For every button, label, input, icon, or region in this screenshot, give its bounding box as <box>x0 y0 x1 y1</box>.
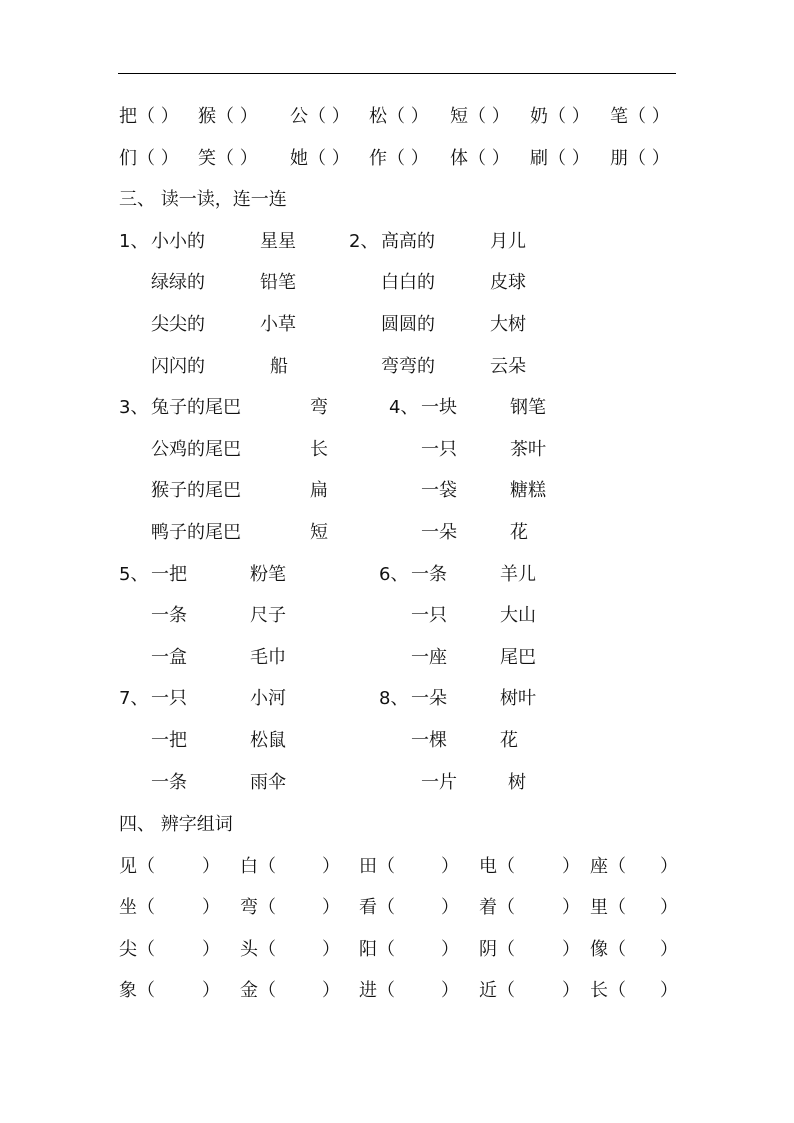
match-right: 粉笔 <box>250 564 286 585</box>
match-right: 短 <box>310 522 328 543</box>
match-left: 弯弯的 <box>381 356 435 377</box>
word-blank-close: ） <box>322 856 340 877</box>
word-blank: 像（ <box>590 939 626 960</box>
match-left: 闪闪的 <box>151 356 205 377</box>
word-blank: 见（ <box>119 856 155 877</box>
word-blank: 坐（ <box>119 897 155 918</box>
match-left: 一条 <box>151 605 187 626</box>
word-blank: 田（ <box>359 856 395 877</box>
word-blank-close: ） <box>322 939 340 960</box>
match-left: 小小的 <box>151 231 205 252</box>
word-blank-close: ） <box>441 939 459 960</box>
char-blank: 们（ ） <box>119 148 179 169</box>
word-blank: 弯（ <box>240 897 276 918</box>
match-left: 一条 <box>411 564 447 585</box>
match-left: 公鸡的尾巴 <box>151 439 241 460</box>
group-number: 5、 <box>119 564 149 585</box>
char-blank: 体（ ） <box>450 148 510 169</box>
match-right: 大树 <box>490 314 526 335</box>
match-left: 一只 <box>151 688 187 709</box>
match-right: 皮球 <box>490 272 526 293</box>
match-left: 一把 <box>151 730 187 751</box>
char-blank: 笑（ ） <box>198 148 258 169</box>
match-right: 茶叶 <box>510 439 546 460</box>
match-left: 绿绿的 <box>151 272 205 293</box>
char-blank: 把（ ） <box>119 106 179 127</box>
word-blank-close: ） <box>202 897 220 918</box>
char-blank: 笔（ ） <box>610 106 670 127</box>
match-right: 星星 <box>260 231 296 252</box>
match-right: 尾巴 <box>500 647 536 668</box>
word-blank-close: ） <box>441 897 459 918</box>
match-right: 尺子 <box>250 605 286 626</box>
match-left: 鸭子的尾巴 <box>151 522 241 543</box>
match-right: 树 <box>508 772 526 793</box>
match-left: 尖尖的 <box>151 314 205 335</box>
char-blank: 奶（ ） <box>530 106 590 127</box>
match-left: 猴子的尾巴 <box>151 480 241 501</box>
word-blank-close: ） <box>322 980 340 1001</box>
word-blank: 阴（ <box>479 939 515 960</box>
section-title: 四、 辨字组词 <box>119 814 233 835</box>
group-number: 6、 <box>379 564 409 585</box>
word-blank: 着（ <box>479 897 515 918</box>
word-blank: 进（ <box>359 980 395 1001</box>
match-right: 弯 <box>310 397 328 418</box>
word-blank: 电（ <box>479 856 515 877</box>
word-blank-close: ） <box>441 856 459 877</box>
word-blank-close: ） <box>322 897 340 918</box>
match-right: 钢笔 <box>510 397 546 418</box>
match-right: 树叶 <box>500 688 536 709</box>
match-right: 小草 <box>260 314 296 335</box>
match-left: 高高的 <box>381 231 435 252</box>
char-blank: 短（ ） <box>450 106 510 127</box>
group-number: 4、 <box>389 397 419 418</box>
match-left: 一袋 <box>421 480 457 501</box>
match-right: 云朵 <box>490 356 526 377</box>
match-left: 一棵 <box>411 730 447 751</box>
word-blank-close: ） <box>562 897 580 918</box>
word-blank: 头（ <box>240 939 276 960</box>
char-blank: 猴（ ） <box>198 106 258 127</box>
word-blank: 座（ <box>590 856 626 877</box>
word-blank-close: ） <box>660 856 678 877</box>
match-right: 雨伞 <box>250 772 286 793</box>
word-blank-close: ） <box>562 980 580 1001</box>
word-blank: 象（ <box>119 980 155 1001</box>
char-blank: 作（ ） <box>369 148 429 169</box>
word-blank-close: ） <box>562 939 580 960</box>
match-right: 花 <box>500 730 518 751</box>
word-blank-close: ） <box>441 980 459 1001</box>
word-blank: 里（ <box>590 897 626 918</box>
group-number: 3、 <box>119 397 149 418</box>
match-left: 一朵 <box>421 522 457 543</box>
word-blank: 长（ <box>590 980 626 1001</box>
word-blank-close: ） <box>202 980 220 1001</box>
word-blank-close: ） <box>660 897 678 918</box>
char-blank: 公（ ） <box>290 106 350 127</box>
word-blank-close: ） <box>562 856 580 877</box>
word-blank: 阳（ <box>359 939 395 960</box>
group-number: 7、 <box>119 688 149 709</box>
char-blank: 刷（ ） <box>530 148 590 169</box>
match-right: 小河 <box>250 688 286 709</box>
match-left: 一只 <box>411 605 447 626</box>
word-blank: 尖（ <box>119 939 155 960</box>
match-left: 一朵 <box>411 688 447 709</box>
match-right: 羊儿 <box>500 564 536 585</box>
match-left: 一块 <box>421 397 457 418</box>
char-blank: 松（ ） <box>369 106 429 127</box>
word-blank-close: ） <box>660 980 678 1001</box>
top-rule <box>118 73 676 74</box>
match-left: 白白的 <box>381 272 435 293</box>
match-left: 一盒 <box>151 647 187 668</box>
char-blank: 她（ ） <box>290 148 350 169</box>
word-blank: 看（ <box>359 897 395 918</box>
match-left: 兔子的尾巴 <box>151 397 241 418</box>
match-right: 长 <box>310 439 328 460</box>
word-blank: 金（ <box>240 980 276 1001</box>
group-number: 2、 <box>349 231 379 252</box>
match-left: 一把 <box>151 564 187 585</box>
match-left: 一只 <box>421 439 457 460</box>
char-blank: 朋（ ） <box>610 148 670 169</box>
word-blank-close: ） <box>202 939 220 960</box>
word-blank-close: ） <box>660 939 678 960</box>
match-right: 大山 <box>500 605 536 626</box>
group-number: 1、 <box>119 231 149 252</box>
match-right: 铅笔 <box>260 272 296 293</box>
match-right: 船 <box>270 356 288 377</box>
match-left: 一座 <box>411 647 447 668</box>
match-right: 扁 <box>310 480 328 501</box>
match-right: 花 <box>510 522 528 543</box>
match-right: 松鼠 <box>250 730 286 751</box>
match-left: 圆圆的 <box>381 314 435 335</box>
word-blank-close: ） <box>202 856 220 877</box>
section-title: 三、 读一读，连一连 <box>119 189 287 210</box>
match-left: 一条 <box>151 772 187 793</box>
word-blank: 白（ <box>240 856 276 877</box>
match-left: 一片 <box>421 772 457 793</box>
match-right: 毛巾 <box>250 647 286 668</box>
match-right: 糖糕 <box>510 480 546 501</box>
word-blank: 近（ <box>479 980 515 1001</box>
match-right: 月儿 <box>490 231 526 252</box>
group-number: 8、 <box>379 688 409 709</box>
